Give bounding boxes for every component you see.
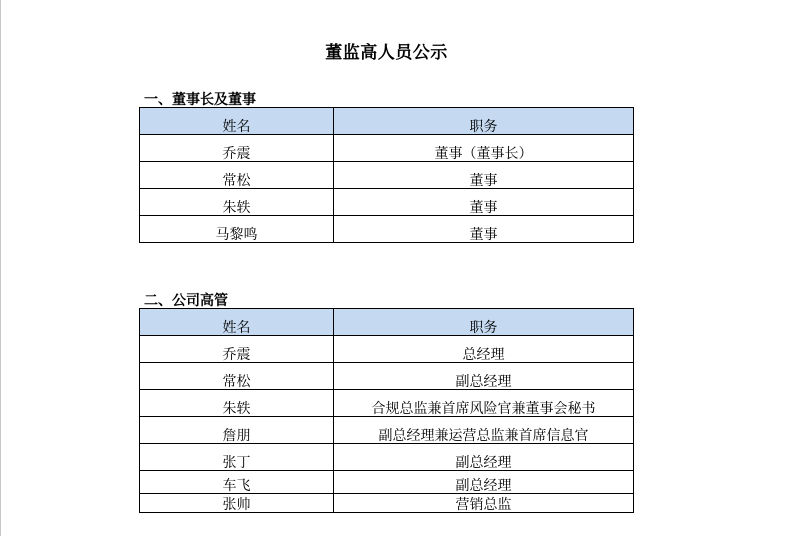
table-row [140,189,634,216]
cell-role: 营销总监 [334,494,634,513]
cell-role: 董事 [334,216,634,243]
table-row [140,471,634,494]
table-row [140,494,634,513]
section-heading-management: 二、公司高管 [144,293,228,309]
column-header-role: 职务 [334,309,634,336]
cell-name: 乔震 [140,135,334,162]
cell-name: 朱轶 [140,189,334,216]
column-header-role: 职务 [334,108,634,135]
cell-role: 总经理 [334,336,634,363]
cell-role: 副总经理兼运营总监兼首席信息官 [334,417,634,444]
section-heading-board: 一、董事长及董事 [144,92,256,108]
table-row [140,363,634,390]
cell-role: 董事（董事长） [334,135,634,162]
cell-name: 马黎鸣 [140,216,334,243]
cell-name: 常松 [140,162,334,189]
column-header-name: 姓名 [140,108,334,135]
cell-role: 副总经理 [334,363,634,390]
cell-role: 副总经理 [334,444,634,471]
cell-name: 车飞 [140,471,334,494]
cell-role: 董事 [334,189,634,216]
column-header-name: 姓名 [140,309,334,336]
cell-role: 董事 [334,162,634,189]
board-table [139,107,634,243]
cell-name: 朱轶 [140,390,334,417]
table-row [140,336,634,363]
cell-name: 张帅 [140,494,334,513]
page-left-edge [0,0,1,536]
table-row [140,162,634,189]
table-row [140,390,634,417]
table-row [140,135,634,162]
cell-role: 合规总监兼首席风险官兼董事会秘书 [334,390,634,417]
cell-role: 副总经理 [334,471,634,494]
management-table [139,308,634,513]
cell-name: 张丁 [140,444,334,471]
cell-name: 詹朋 [140,417,334,444]
document-title: 董监高人员公示 [325,43,448,63]
cell-name: 乔震 [140,336,334,363]
table-header-row [140,309,634,336]
table-row [140,417,634,444]
cell-name: 常松 [140,363,334,390]
table-header-row [140,108,634,135]
table-row [140,444,634,471]
table-row [140,216,634,243]
